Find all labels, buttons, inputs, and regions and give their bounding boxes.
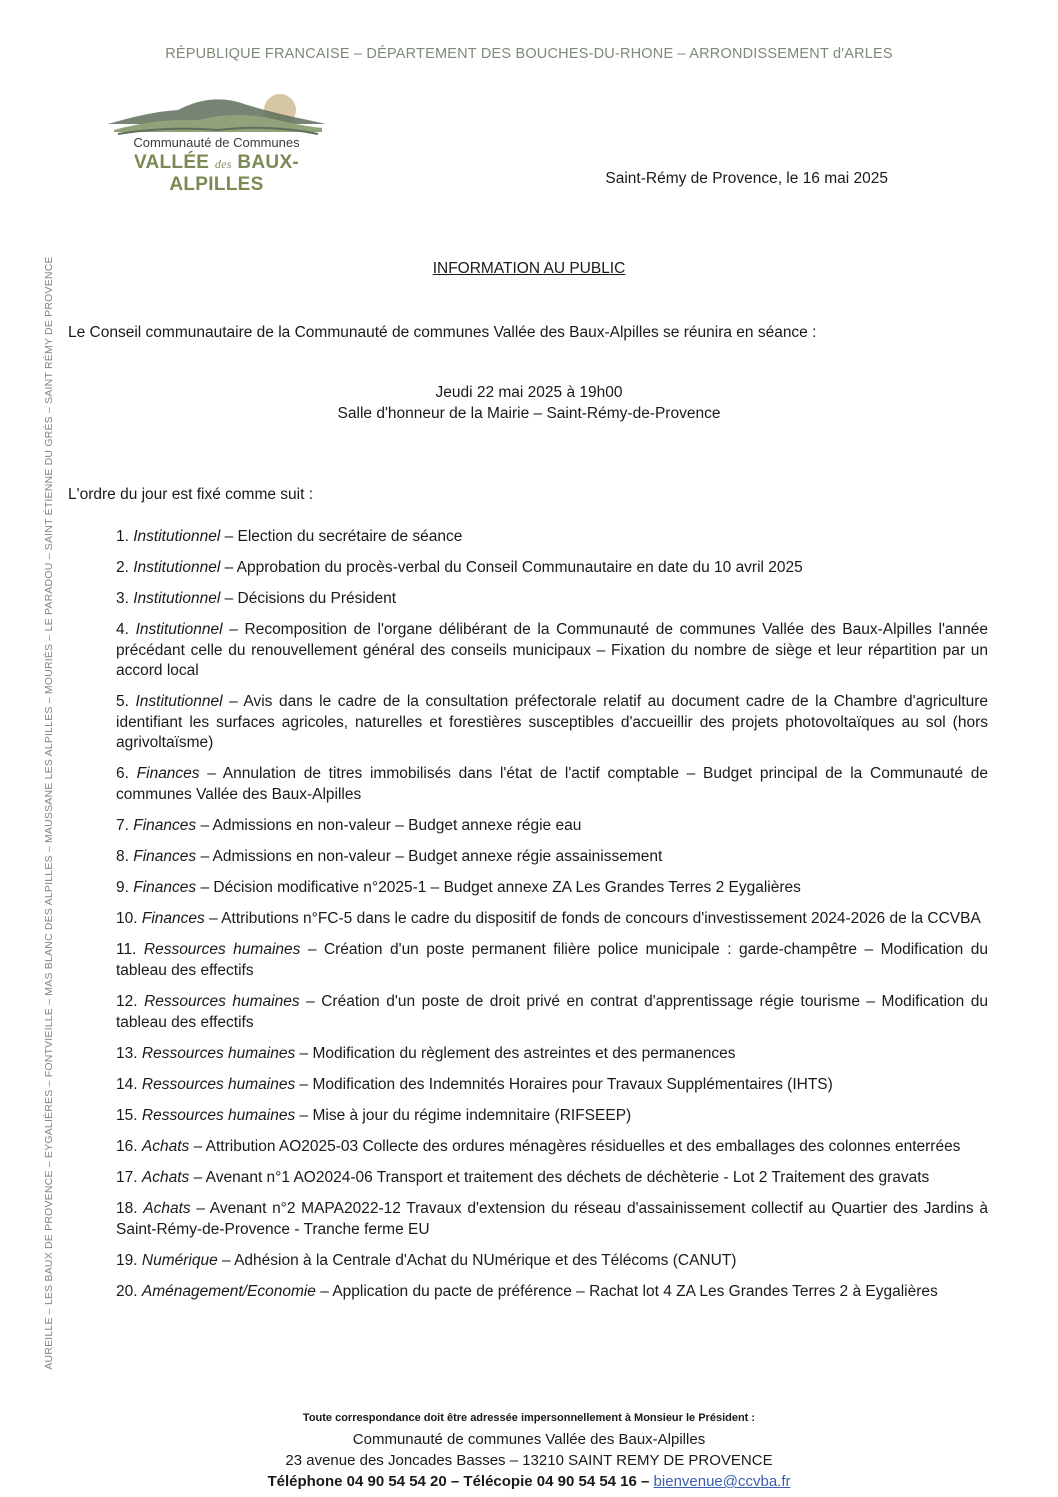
- agenda-item-number: 9.: [116, 879, 129, 897]
- agenda-item-category: Achats: [141, 1169, 190, 1186]
- agenda-item: [116, 558, 988, 579]
- agenda-item-category: Aménagement/Economie: [141, 1282, 316, 1300]
- agenda-item: [116, 1106, 988, 1127]
- agenda-item-separator: –: [217, 1251, 235, 1269]
- date-line: Saint-Rémy de Provence, le 16 mai 2025: [605, 170, 888, 187]
- agenda-item-text: Décision modificative n°2025-1 – Budget annexe ZA Les Grandes Terres 2 Eygalières: [213, 879, 801, 897]
- agenda-item-number: 4.: [116, 621, 129, 639]
- agenda-item-separator: –: [189, 1169, 206, 1186]
- agenda-item-text: Admissions en non-valeur – Budget annexe régie assainissement: [212, 848, 663, 866]
- agenda-item: [116, 620, 988, 682]
- agenda-item-number: 17.: [116, 1169, 138, 1186]
- footer-phone: Téléphone 04 90 54 54 20 – Télécopie 04 90 54 54 16 –: [267, 1473, 654, 1490]
- agenda-item-number: 14.: [116, 1075, 138, 1093]
- agenda-item-number: 18.: [116, 1200, 138, 1218]
- agenda-item-separator: –: [300, 941, 324, 959]
- logo-line1: Communauté de Communes: [133, 135, 300, 150]
- agenda-item-category: Ressources humaines: [143, 941, 301, 959]
- agenda-item-text: Modification des Indemnités Horaires pour Travaux Supplémentaires (IHTS): [312, 1075, 833, 1093]
- agenda-item: [116, 1282, 988, 1303]
- agenda-item-text: Avenant n°2 MAPA2022-12 Travaux d'extension du réseau d'assainissement collectif au Quartier des Jardins à Saint-Rémy-de-Provence - Tranche ferme EU: [116, 1200, 988, 1238]
- logo-vallee: VALLÉE: [133, 152, 210, 173]
- agenda-item-text: Création d'un poste de droit privé en contrat d'apprentissage régie tourisme – Modification du tableau des effectifs: [116, 993, 988, 1031]
- agenda-item-category: Institutionnel: [135, 621, 223, 639]
- agenda-item: [116, 1168, 988, 1189]
- agenda-item-category: Institutionnel: [135, 693, 223, 711]
- agenda-item-category: Finances: [141, 910, 205, 928]
- agenda-item-text: Election du secrétaire de séance: [237, 528, 463, 545]
- mountain-logo-icon: [108, 90, 326, 138]
- agenda-item-number: 13.: [116, 1044, 138, 1062]
- agenda-item-separator: –: [222, 693, 244, 711]
- agenda-item-separator: –: [199, 765, 223, 783]
- agenda-item-number: 3.: [116, 590, 129, 608]
- agenda-item-text: Attributions n°FC-5 dans le cadre du dispositif de fonds de concours d'investissement 2024-2026 de la CCVBA: [221, 910, 981, 928]
- footer-note: Toute correspondance doit être adressée impersonnellement à Monsieur le Président :: [302, 1412, 756, 1424]
- meeting-datetime: Jeudi 22 mai 2025 à 19h00: [435, 384, 623, 401]
- agenda-item-number: 15.: [116, 1106, 138, 1124]
- agenda-item-category: Finances: [133, 848, 197, 866]
- agenda-item-text: Approbation du procès-verbal du Conseil Communautaire en date du 10 avril 2025: [236, 559, 803, 577]
- logo: [104, 90, 329, 195]
- logo-des: des: [214, 157, 232, 171]
- agenda-item-text: Annulation de titres immobilisés dans l'état de l'actif comptable – Budget principal de la Communauté de communes Vallée des Baux-Alpilles: [116, 765, 988, 803]
- agenda-item-number: 6.: [116, 765, 129, 783]
- intro-text: Le Conseil communautaire de la Communauté de communes Vallée des Baux-Alpilles se réunira en séance :: [68, 324, 817, 341]
- agenda-item-text: Mise à jour du régime indemnitaire (RIFSEEP): [312, 1106, 632, 1124]
- agenda-item-text: Admissions en non-valeur – Budget annexe régie eau: [212, 817, 582, 835]
- agenda-item-text: Application du pacte de préférence – Rachat lot 4 ZA Les Grandes Terres 2 à Eygalières: [332, 1282, 938, 1300]
- agenda-item-category: Ressources humaines: [141, 1044, 296, 1062]
- agenda-item-text: Modification du règlement des astreintes et des permanences: [312, 1044, 736, 1062]
- agenda-item: [116, 1044, 988, 1065]
- agenda-item-separator: –: [196, 879, 214, 897]
- agenda-item-category: Achats: [141, 1137, 190, 1155]
- agenda-item-number: 5.: [116, 693, 129, 711]
- agenda-item: [116, 692, 988, 754]
- agenda-item: [116, 1075, 988, 1096]
- agenda-item-separator: –: [295, 1106, 313, 1124]
- agenda-item-separator: –: [299, 993, 322, 1011]
- agenda-item-text: Création d'un poste permanent filière police municipale : garde-champêtre – Modification du tableau des effectifs: [116, 941, 988, 979]
- agenda-item-number: 2.: [116, 559, 129, 577]
- order-intro: L'ordre du jour est fixé comme suit :: [68, 486, 314, 503]
- agenda-item: [116, 1137, 988, 1158]
- agenda-item-number: 20.: [116, 1282, 138, 1300]
- agenda-item: [116, 589, 988, 610]
- agenda-list: [116, 527, 988, 1313]
- logo-baux-alpilles: BAUX-ALPILLES: [169, 152, 300, 195]
- agenda-item-separator: –: [204, 910, 222, 928]
- agenda-item-text: Décisions du Président: [237, 590, 397, 608]
- agenda-item: [116, 992, 988, 1033]
- footer-org: Communauté de communes Vallée des Baux-Alpilles: [352, 1431, 706, 1448]
- agenda-item-number: 10.: [116, 910, 138, 928]
- meeting-info: [0, 382, 1058, 424]
- agenda-item-text: Adhésion à la Centrale d'Achat du NUmérique et des Télécoms (CANUT): [234, 1251, 737, 1269]
- agenda-item-number: 7.: [116, 817, 129, 835]
- agenda-item: [116, 1199, 988, 1240]
- agenda-item-category: Numérique: [141, 1251, 218, 1269]
- agenda-item-number: 12.: [116, 993, 138, 1011]
- footer: [0, 1408, 1058, 1492]
- page-title: INFORMATION AU PUBLIC: [432, 260, 626, 277]
- agenda-item: [116, 847, 988, 868]
- agenda-item-category: Finances: [133, 817, 197, 835]
- agenda-item-text: Avis dans le cadre de la consultation préfectorale relatif au document cadre de la Chambre d'agriculture identifiant les surfaces agricoles, naturelles et forestières susceptibles d'accueillir des projets photovoltaïques au sol (hors agrivoltaïsme): [116, 693, 988, 752]
- agenda-item: [116, 878, 988, 899]
- agenda-item-number: 16.: [116, 1137, 138, 1155]
- agenda-item: [116, 816, 988, 837]
- logo-line2: [104, 152, 329, 196]
- agenda-item-category: Institutionnel: [133, 559, 221, 577]
- agenda-item: [116, 527, 988, 548]
- agenda-item-number: 8.: [116, 848, 129, 866]
- agenda-item-separator: –: [222, 621, 245, 639]
- agenda-item-separator: –: [196, 848, 213, 866]
- agenda-item-text: Avenant n°1 AO2024-06 Transport et traitement des déchets de déchèterie - Lot 2 Traitement des gravats: [205, 1169, 930, 1186]
- agenda-item-category: Ressources humaines: [141, 1106, 296, 1124]
- agenda-item-separator: –: [196, 817, 213, 835]
- agenda-item-category: Ressources humaines: [141, 1075, 296, 1093]
- agenda-item-separator: –: [190, 1200, 210, 1218]
- agenda-item-separator: –: [295, 1075, 313, 1093]
- agenda-item-number: 1.: [116, 528, 129, 545]
- agenda-item-category: Finances: [136, 765, 200, 783]
- agenda-item-category: Finances: [133, 879, 197, 897]
- header-line: RÉPUBLIQUE FRANCAISE – DÉPARTEMENT DES BOUCHES-DU-RHONE – ARRONDISSEMENT d'ARLES: [165, 46, 893, 62]
- agenda-item: [116, 1251, 988, 1272]
- agenda-item-separator: –: [220, 590, 238, 608]
- agenda-item-category: Achats: [143, 1200, 191, 1218]
- agenda-item-separator: –: [295, 1044, 313, 1062]
- agenda-item-category: Ressources humaines: [144, 993, 300, 1011]
- agenda-item-text: Recomposition de l'organe délibérant de la Communauté de communes Vallée des Baux-Alpilles l'année précédant celle du renouvellement général des conseils municipaux – Fixation du nombre de siège et leur répartition par un accord local: [116, 621, 989, 680]
- meeting-place: Salle d'honneur de la Mairie – Saint-Rémy-de-Provence: [337, 405, 721, 422]
- agenda-item-separator: –: [220, 559, 237, 577]
- agenda-item-category: Institutionnel: [133, 590, 221, 608]
- agenda-item: [116, 909, 988, 930]
- side-communes-text: AUREILLE – LES BAUX DE PROVENCE – EYGALIÈRES – FONTVIEILLE – MAS BLANC DES ALPILLES – MAUSSANE LES ALPILLES – MOURIÈS – LE PARADOU – SAINT ÉTIENNE DU GRÈS – SAINT RÉMY DE PROVENCE: [43, 256, 55, 1370]
- agenda-item-text: Attribution AO2025-03 Collecte des ordures ménagères résiduelles et des emballages des colonnes enterrées: [205, 1137, 961, 1155]
- agenda-item-separator: –: [189, 1137, 206, 1155]
- agenda-item-category: Institutionnel: [133, 528, 221, 545]
- agenda-item-separator: –: [315, 1282, 333, 1300]
- agenda-item-number: 11.: [116, 941, 137, 959]
- agenda-item: [116, 764, 988, 805]
- footer-contact: [0, 1471, 1058, 1492]
- agenda-item-separator: –: [220, 528, 238, 545]
- agenda-item: [116, 940, 988, 981]
- footer-email-link[interactable]: bienvenue@ccvba.fr: [653, 1473, 791, 1490]
- footer-address: 23 avenue des Joncades Basses – 13210 SAINT REMY DE PROVENCE: [285, 1452, 773, 1469]
- agenda-item-number: 19.: [116, 1251, 138, 1269]
